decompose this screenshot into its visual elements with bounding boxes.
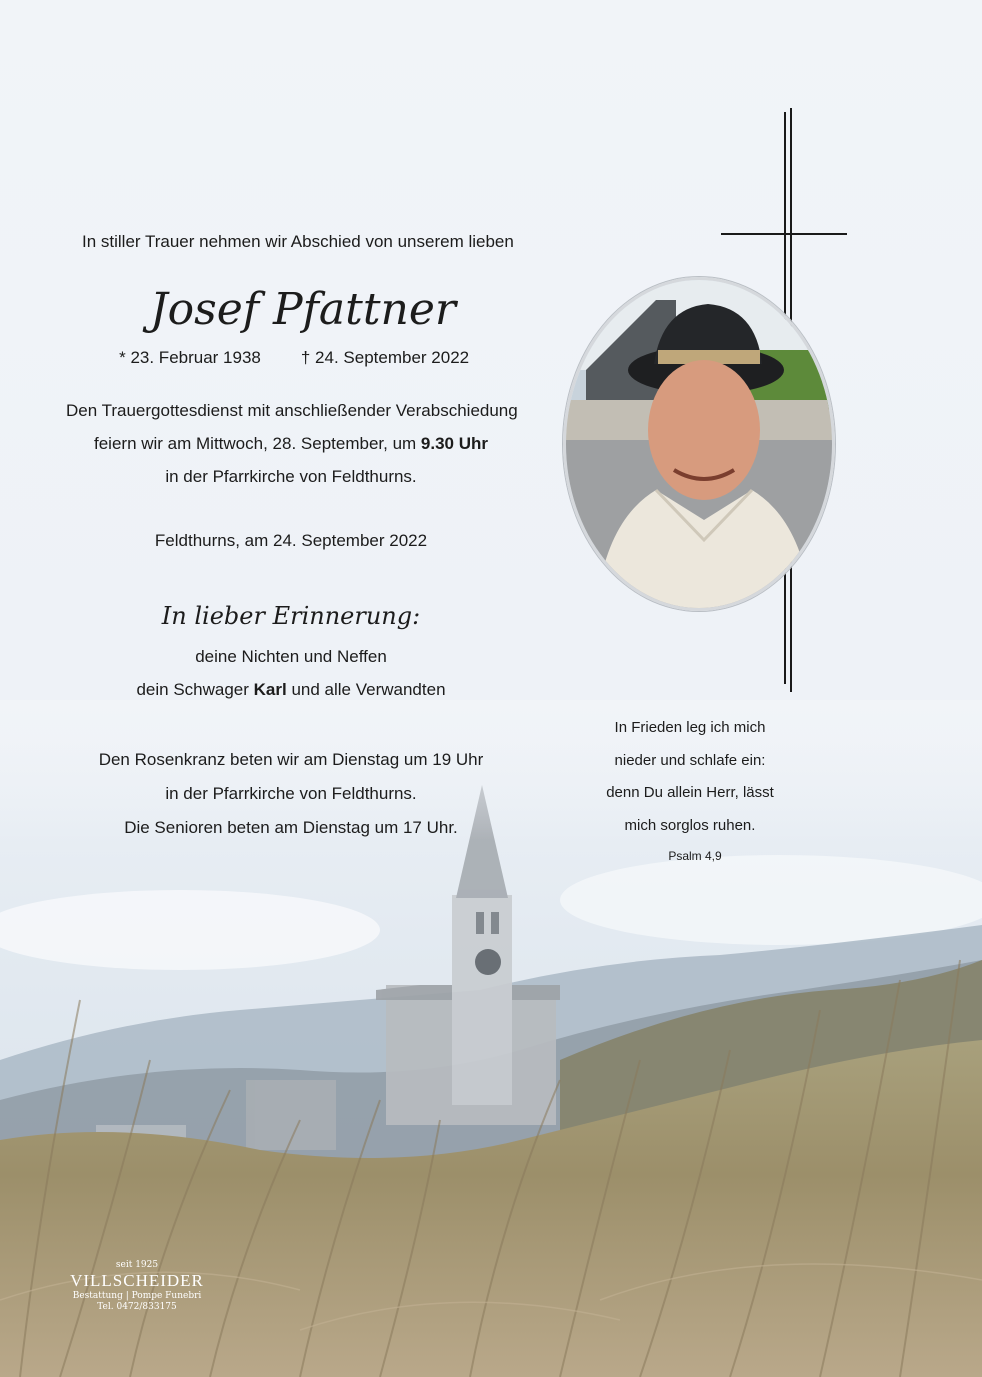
logo-subtitle: Bestattung | Pompe Funebri	[72, 1291, 202, 1301]
portrait-photo	[563, 277, 835, 611]
rosary-line-1: Den Rosenkranz beten wir am Dienstag um 19 Uhr	[98, 750, 484, 769]
birth-date: * 23. Februar 1938	[119, 348, 261, 367]
portrait-illustration	[566, 280, 832, 608]
logo-brand: VILLSCHEIDER	[70, 1271, 204, 1290]
logo-since: seit 1925	[115, 1260, 159, 1270]
memory-line-2: dein Schwager Karl und alle Verwandten	[136, 680, 446, 699]
memory-heading: In lieber Erinnerung:	[161, 602, 421, 630]
logo-phone: Tel. 0472/833175	[97, 1302, 177, 1312]
psalm-line-2: nieder und schlafe ein:	[614, 752, 766, 769]
psalm-line-1: In Frieden leg ich mich	[614, 719, 766, 736]
place-date: Feldthurns, am 24. September 2022	[154, 531, 428, 550]
rosary-line-3: Die Senioren beten am Dienstag um 17 Uhr.	[124, 818, 458, 837]
rosary-line-2: in der Pfarrkirche von Feldthurns.	[165, 784, 417, 803]
psalm-line-4: mich sorglos ruhen.	[624, 817, 756, 834]
psalm-line-3: denn Du allein Herr, lässt	[606, 784, 774, 801]
psalm-reference: Psalm 4,9	[668, 849, 722, 863]
service-line-1: Den Trauergottesdienst mit anschließender Verabschiedung	[66, 401, 518, 420]
death-date: † 24. September 2022	[300, 348, 470, 367]
service-line-2: feiern wir am Mittwoch, 28. September, um 9.30 Uhr	[94, 434, 488, 453]
deceased-name: Josef Pfattner	[150, 284, 456, 335]
service-line-3: in der Pfarrkirche von Feldthurns.	[165, 467, 417, 486]
undertaker-logo	[62, 1260, 212, 1313]
memory-line-1: deine Nichten und Neffen	[195, 647, 387, 666]
intro-text: In stiller Trauer nehmen wir Abschied von unserem lieben	[82, 232, 514, 251]
